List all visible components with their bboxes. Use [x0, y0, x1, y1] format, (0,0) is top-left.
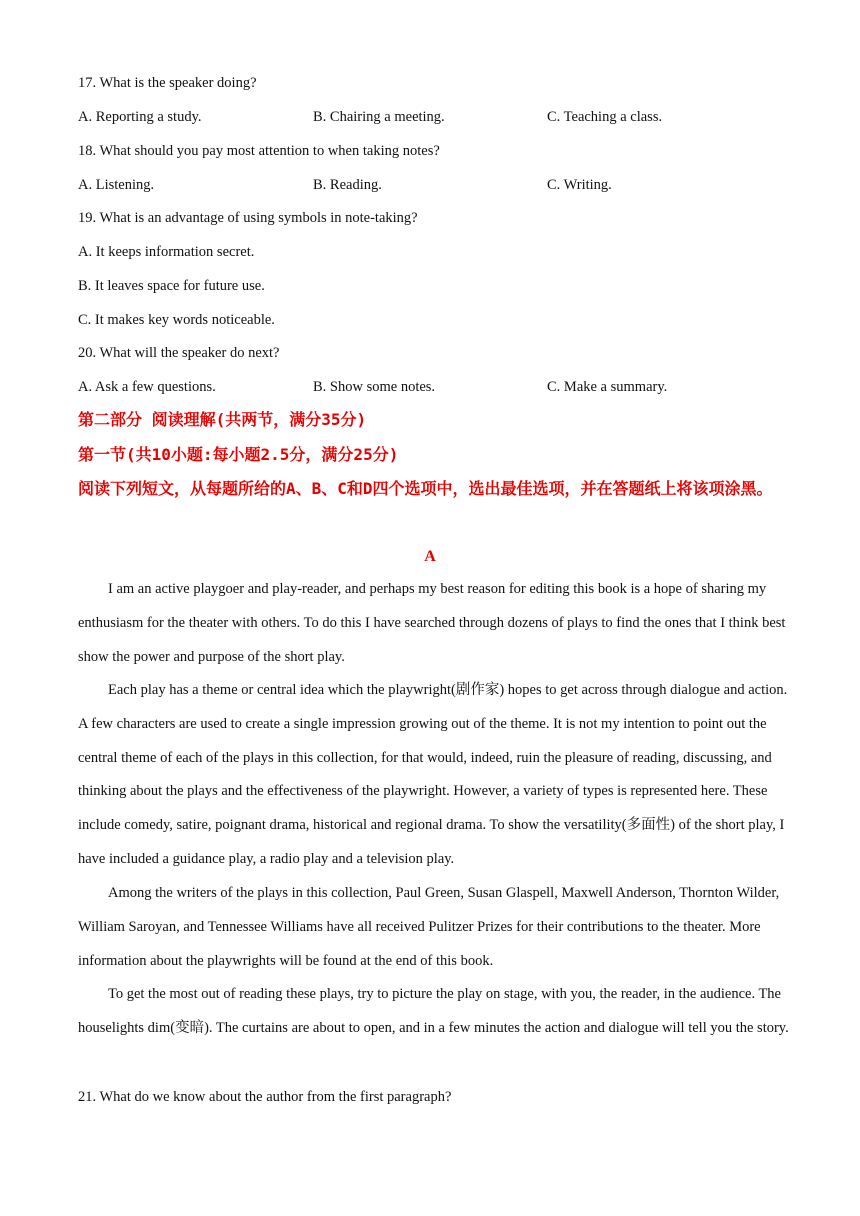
passage-paragraph-2: Each play has a theme or central idea which the playwright(剧作家) hopes to get across through dialogue and action. A few characters are used to create a single impression growing out of the theme. It is not my intention to point out the central theme of each of the plays in this collection, for that would, indeed, ruin the pleasure of reading, discussing, and thinking about the plays and the effectiveness of the playwright. However, a variety of types is represented here. These include comedy, satire, poignant drama, historical and regional drama. To show the versatility(多面性) of the short play, I have included a guidance play, a radio play and a television play. [78, 682, 788, 867]
passage-paragraph-3: Among the writers of the plays in this collection, Paul Green, Susan Glaspell, Maxwell Anderson, Thornton Wilder, William Saroyan, and Tennessee Williams have all received Pulitzer Prizes for their contributions to the theater. More information about the playwrights will be found at the end of this book. [78, 885, 780, 969]
passage-paragraph-4: To get the most out of reading these plays, try to picture the play on stage, with you, the reader, in the audience. The houselights dim(变暗). The curtains are about to open, and in a few minutes the action and dialogue will tell you the story. [78, 986, 789, 1036]
question-18-option-b: B. Reading. [313, 177, 382, 193]
question-19-option-b: B. It leaves space for future use. [78, 278, 265, 294]
passage-title: A [424, 548, 436, 565]
question-19-option-a: A. It keeps information secret. [78, 244, 255, 260]
question-17-option-c: C. Teaching a class. [547, 109, 663, 125]
question-20-stem: 20. What will the speaker do next? [78, 345, 280, 361]
question-19-stem: 19. What is an advantage of using symbols in note-taking? [78, 210, 418, 226]
section-one-heading: 第一节(共10小题:每小题2.5分，满分25分) [78, 445, 399, 464]
passage-paragraph-1: I am an active playgoer and play-reader, and perhaps my best reason for editing this book is a hope of sharing my enthusiasm for the theater with others. To do this I have searched through dozens of plays to find the ones that I think best show the power and purpose of the short play. [78, 581, 786, 665]
question-20-option-a: A. Ask a few questions. [78, 379, 216, 395]
question-20-option-b: B. Show some notes. [313, 379, 436, 395]
question-17-stem: 17. What is the speaker doing? [78, 75, 257, 91]
part-two-heading: 第二部分 阅读理解(共两节，满分35分) [78, 410, 367, 429]
question-18-stem: 18. What should you pay most attention to when taking notes? [78, 143, 440, 159]
question-17-option-a: A. Reporting a study. [78, 109, 202, 125]
reading-instruction: 阅读下列短文，从每题所给的A、B、C和D四个选项中，选出最佳选项，并在答题纸上将该项涂黑。 [78, 479, 773, 498]
question-18-option-a: A. Listening. [78, 177, 155, 193]
question-20-option-c: C. Make a summary. [547, 379, 668, 395]
question-21-stem: 21. What do we know about the author from the first paragraph? [78, 1089, 452, 1105]
question-17-option-b: B. Chairing a meeting. [313, 109, 445, 125]
question-18-option-c: C. Writing. [547, 177, 612, 193]
question-19-option-c: C. It makes key words noticeable. [78, 312, 275, 328]
